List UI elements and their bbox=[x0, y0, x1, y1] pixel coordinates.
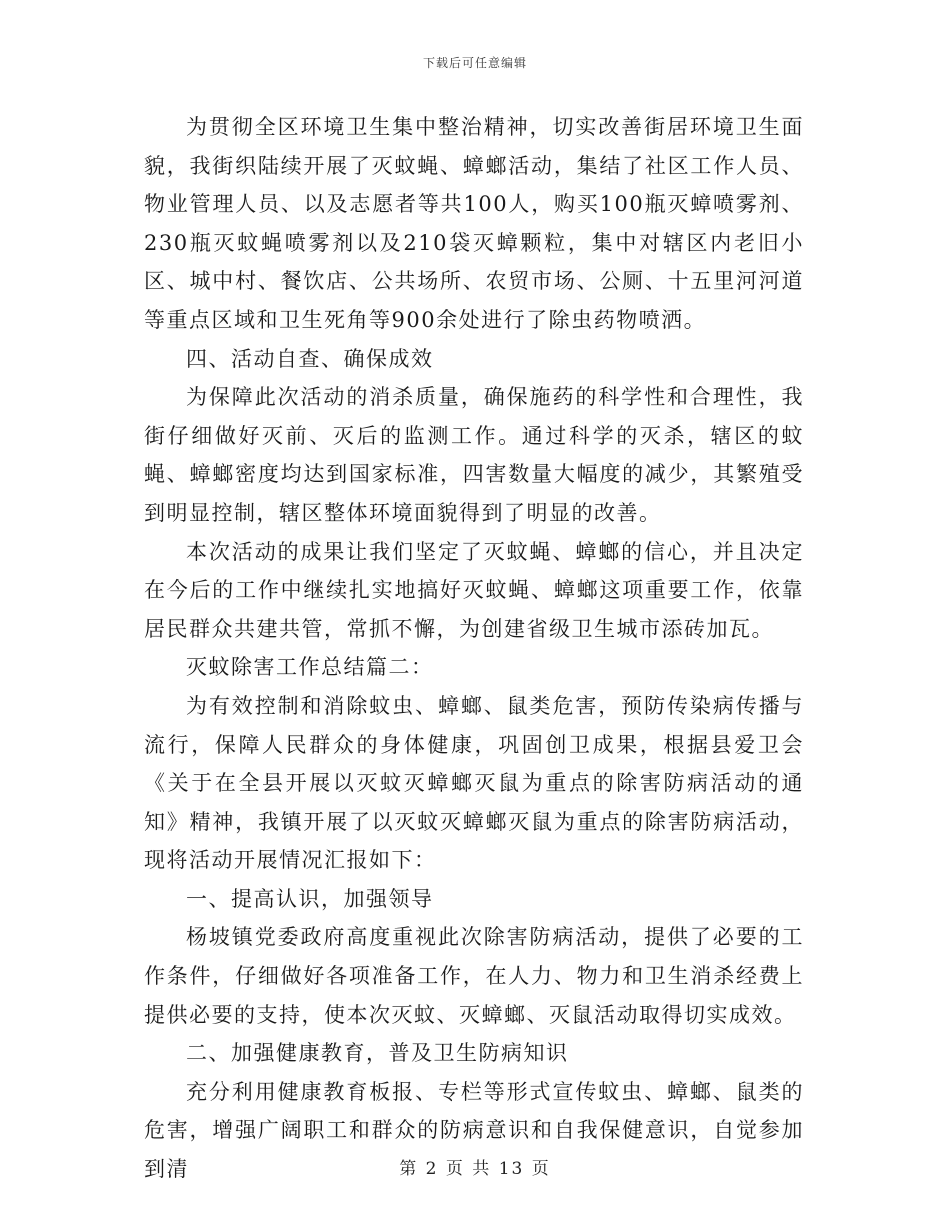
paragraph: 杨坡镇党委政府高度重视此次除害防病活动，提供了必要的工作条件，仔细做好各项准备工作，在人力、物力和卫生消杀经费上提供必要的支持，使本次灭蚊、灭蟑螂、灭鼠活动取得切实成效。 bbox=[144, 925, 804, 1027]
document-body bbox=[144, 108, 804, 1189]
section-heading: 二、加强健康教育，普及卫生防病知识 bbox=[186, 1041, 569, 1066]
paragraph: 为贯彻全区环境卫生集中整治精神，切实改善街居环境卫生面貌，我街织陆续开展了灭蚊蝇、蟑螂活动，集结了社区工作人员、物业管理人员、以及志愿者等共100人，购买100瓶灭蟑喷雾剂、230瓶灭蚊蝇喷雾剂以及210袋灭蟑颗粒，集中对辖区内老旧小区、城中村、餐饮店、公共场所、农贸市场、公厕、十五里河河道等重点区域和卫生死角等900余处进行了除虫药物喷洒。 bbox=[144, 115, 804, 332]
paragraph: 为有效控制和消除蚊虫、蟑螂、鼠类危害，预防传染病传播与流行，保障人民群众的身体健康，巩固创卫成果，根据县爱卫会《关于在全县开展以灭蚊灭蟑螂灭鼠为重点的除害防病活动的通知》精神，我镇开展了以灭蚊灭蟑螂灭鼠为重点的除害防病活动，现将活动开展情况汇报如下： bbox=[144, 693, 804, 873]
section-heading: 一、提高认识，加强领导 bbox=[186, 886, 434, 911]
section-heading: 灭蚊除害工作总结篇二： bbox=[186, 655, 434, 680]
page-header-note: 下载后可任意编辑 bbox=[422, 56, 527, 70]
section-heading: 四、活动自查、确保成效 bbox=[186, 346, 434, 371]
page-number-footer: 第 2 页 共 13 页 bbox=[399, 1159, 551, 1179]
paragraph: 本次活动的成果让我们坚定了灭蚊蝇、蟑螂的信心，并且决定在今后的工作中继续扎实地搞好灭蚊蝇、蟑螂这项重要工作，依靠居民群众共建共管，常抓不懈，为创建省级卫生城市添砖加瓦。 bbox=[144, 539, 804, 641]
paragraph: 为保障此次活动的消杀质量，确保施药的科学性和合理性，我街仔细做好灭前、灭后的监测工作。通过科学的灭杀，辖区的蚊蝇、蟑螂密度均达到国家标准，四害数量大幅度的减少，其繁殖受到明显控制，辖区整体环境面貌得到了明显的改善。 bbox=[144, 385, 804, 525]
paragraph: 充分利用健康教育板报、专栏等形式宣传蚊虫、蟑螂、鼠类的危害，增强广阔职工和群众的防病意识和自我保健意识，自觉参加到清 bbox=[144, 1079, 804, 1182]
